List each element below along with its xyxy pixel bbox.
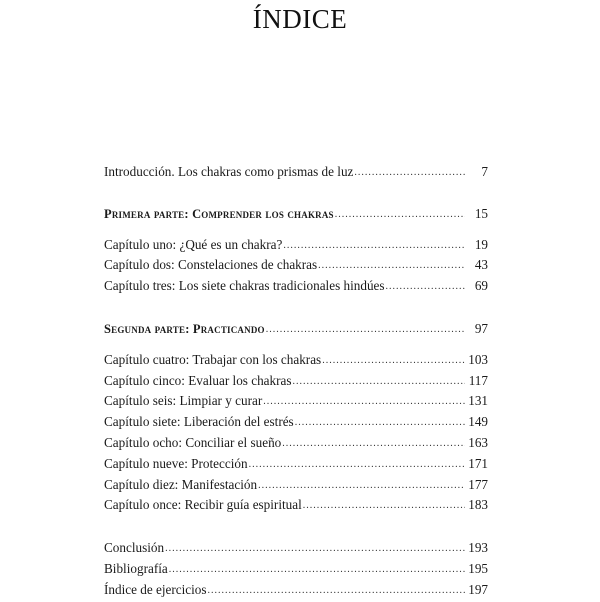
- toc-entry-label: Capítulo siete: Liberación del estrés: [104, 414, 294, 430]
- toc-entry-part-two: [104, 319, 488, 340]
- toc-entry-chapter-6: [104, 391, 488, 412]
- toc-entry-page: 131: [468, 393, 488, 409]
- toc-entry-bibliography: [104, 559, 488, 580]
- toc-entry-page: 117: [468, 372, 488, 388]
- toc-entry-label: Índice de ejercicios: [104, 581, 207, 597]
- dot-leader: [335, 205, 465, 226]
- toc-entry-label: Capítulo dos: Constelaciones de chakras: [104, 257, 318, 273]
- toc-entry-label: Conclusión: [104, 540, 165, 556]
- toc-entry-exercise-index: [104, 580, 488, 601]
- dot-leader: [295, 413, 465, 434]
- dot-leader: [169, 560, 465, 581]
- dot-leader: [266, 320, 465, 341]
- dot-leader: [283, 236, 465, 257]
- toc-entry-label: Capítulo diez: Manifestación: [104, 476, 258, 492]
- toc-entry-chapter-2: [104, 255, 488, 276]
- toc-entry-page: 7: [481, 164, 488, 179]
- toc-entry-chapter-7: [104, 412, 488, 433]
- toc-entry-page: 19: [474, 236, 488, 252]
- toc-entry-label: Capítulo nueve: Protección: [104, 455, 248, 471]
- dot-leader: [165, 539, 465, 560]
- toc-entry-label: Introducción. Los chakras como prismas de luz: [104, 164, 354, 179]
- toc-entry-page: 195: [468, 560, 488, 576]
- toc-entry-label: Capítulo seis: Limpiar y curar: [104, 393, 263, 409]
- dot-leader: [293, 372, 466, 393]
- toc-part-label: Segunda parte: Practicando: [104, 321, 265, 336]
- toc-entry-page: 177: [468, 476, 488, 492]
- toc-entry-part-one: [104, 204, 488, 225]
- toc-entry-label: Bibliografía: [104, 560, 168, 576]
- dot-leader: [249, 455, 465, 476]
- toc-entry-page: 69: [474, 278, 488, 294]
- toc-entry-label: Capítulo cinco: Evaluar los chakras: [104, 372, 292, 388]
- toc-entry-conclusion: [104, 538, 488, 559]
- toc-entry-label: Capítulo once: Recibir guía espiritual: [104, 497, 302, 513]
- toc-entry-chapter-5: [104, 371, 488, 392]
- toc-entry-page: 163: [468, 434, 488, 450]
- toc-entry-page: 15: [474, 205, 488, 221]
- toc-entry-chapter-9: [104, 454, 488, 475]
- dot-leader: [208, 581, 465, 602]
- toc-entry-chapter-3: [104, 276, 488, 297]
- toc-part-label: Primera parte: Comprender los chakras: [104, 206, 334, 221]
- toc-entry-chapter-8: [104, 433, 488, 454]
- table-of-contents: [104, 162, 488, 601]
- page-title: ÍNDICE: [252, 4, 348, 34]
- toc-entry-label: Capítulo tres: Los siete chakras tradicionales hindúes: [104, 278, 385, 294]
- toc-entry-page: 149: [468, 414, 488, 430]
- dot-leader: [263, 392, 465, 413]
- toc-entry-introduction: [104, 162, 488, 183]
- toc-entry-page: 171: [468, 455, 488, 471]
- toc-entry-chapter-10: [104, 475, 488, 496]
- toc-entry-label: Capítulo cuatro: Trabajar con los chakras: [104, 351, 322, 367]
- toc-entry-chapter-1: [104, 235, 488, 256]
- toc-entry-chapter-11: [104, 495, 488, 516]
- toc-entry-page: 183: [468, 497, 488, 513]
- dot-leader: [282, 434, 465, 455]
- toc-entry-label: Capítulo ocho: Conciliar el sueño: [104, 434, 282, 450]
- toc-entry-page: 97: [474, 320, 488, 336]
- dot-leader: [386, 277, 465, 298]
- dot-leader: [322, 351, 465, 372]
- dot-leader: [258, 476, 465, 497]
- toc-entry-label: Capítulo uno: ¿Qué es un chakra?: [104, 236, 283, 252]
- dot-leader: [318, 256, 465, 277]
- dot-leader: [354, 163, 465, 184]
- toc-entry-page: 103: [468, 351, 488, 367]
- toc-entry-chapter-4: [104, 350, 488, 371]
- toc-entry-page: 197: [468, 581, 488, 597]
- toc-entry-page: 193: [468, 540, 488, 556]
- toc-entry-page: 43: [474, 257, 488, 273]
- dot-leader: [303, 496, 465, 517]
